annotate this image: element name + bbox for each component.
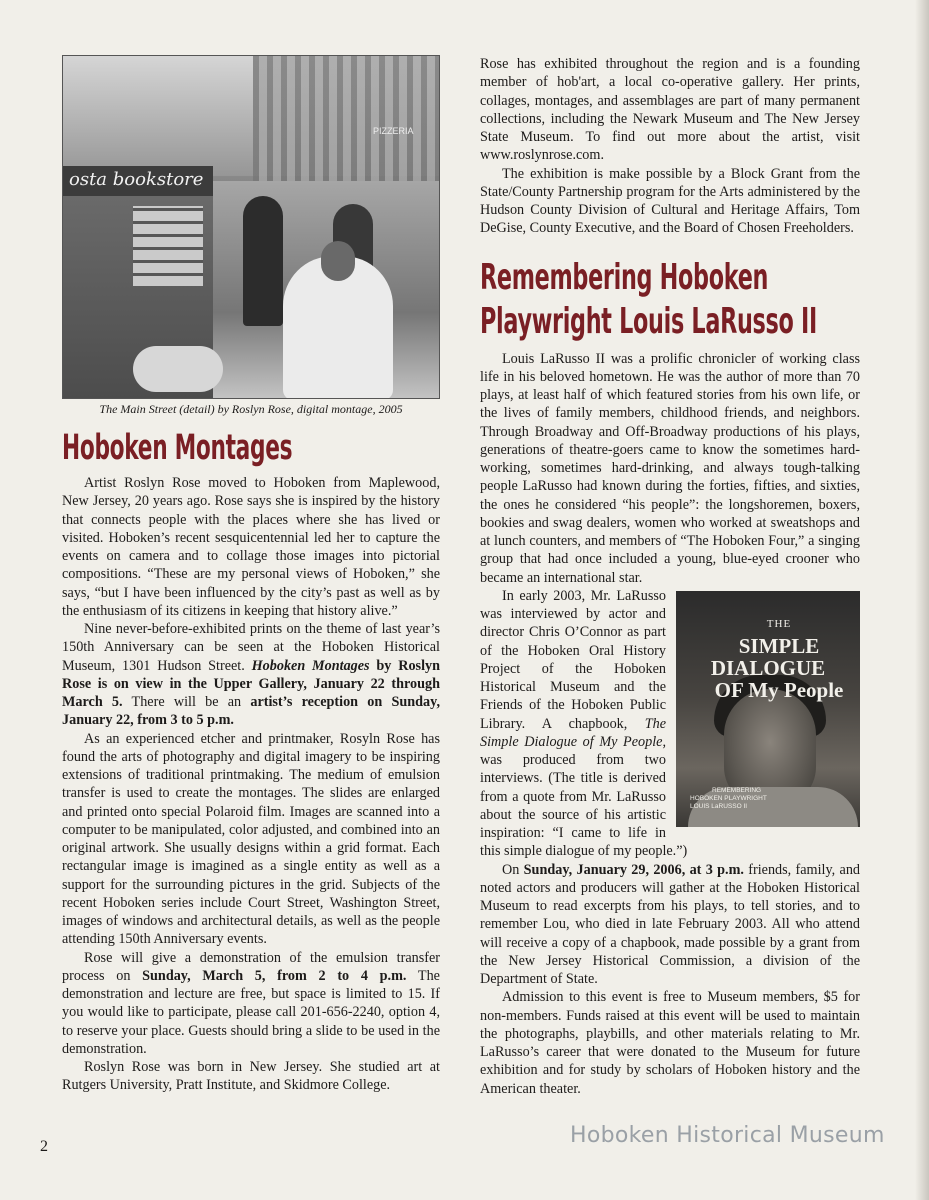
chapbook-title-people: OF My People	[714, 677, 844, 702]
paragraph	[62, 620, 440, 730]
paragraph	[480, 861, 860, 989]
photo-sign-bookstore: osta bookstore	[69, 169, 204, 190]
headline-remembering-larusso	[480, 256, 817, 344]
paragraph: Roslyn Rose was born in New Jersey. She studied art at Rutgers University, Pratt Institute, and Skidmore College.	[62, 1059, 440, 1094]
photo-cat	[133, 346, 223, 392]
chapbook-title-the: THE	[766, 617, 792, 630]
paragraph	[62, 949, 440, 1059]
text-span: Rose will give a demonstration of the emulsion transfer process on	[62, 949, 440, 984]
text-span: There will be an	[122, 694, 251, 710]
photo-sign-pizzeria: PIZZERIA	[373, 126, 414, 136]
page-edge-shadow	[915, 0, 929, 1200]
demonstration-date: Sunday, March 5, from 2 to 4 p.m.	[142, 967, 407, 984]
chapbook-subtitle: REMEMBERING HOBOKEN PLAYWRIGHT LOUIS LaRUSSO II	[690, 786, 767, 810]
photo-figure	[243, 196, 283, 326]
text-span: In early 2003, Mr. LaRusso was interviewed by actor and director Chris O’Connor as part of the Hoboken Oral History Project of the Hoboken Historical Museum and the Friends of the Hoboken Public Library. A chapbook,	[480, 587, 666, 732]
page-number: 2	[40, 1138, 48, 1155]
chapbook-title-main: SIMPLE DIALOGUE	[710, 633, 826, 680]
left-column	[62, 55, 440, 1095]
exhibit-title: Hoboken Montages	[251, 657, 370, 674]
chapbook-cover-image	[676, 591, 860, 827]
text-span: Nine never-before-exhibited prints on the theme of last year’s 150th Anniversary can be seen at the Hoboken Historical Museum, 1301 Hudson Street.	[62, 621, 440, 674]
chapbook-title	[676, 613, 860, 701]
watermark: Hoboken Historical Museum	[570, 1123, 885, 1148]
paragraph: Artist Roslyn Rose moved to Hoboken from Maplewood, New Jersey, 20 years ago. Rose says she is inspired by the history that connects people with the places where she has lived or visited. Hoboken’s recent sesquicentennial led her to capture the events on camera and to collage those images into pictorial compositions. “These are my personal views of Hoboken,” she says, “but I have been influenced by the city’s past as well as by the enthusiasm of its citizens in keeping that history alive.”	[62, 475, 440, 619]
chapbook-title-ref: The Simple Dialogue of My People,	[480, 715, 666, 750]
headline-line: Remembering Hoboken	[480, 256, 769, 298]
photo-girl-face	[321, 241, 355, 281]
headline-hoboken-montages: Hoboken Montages	[62, 428, 293, 468]
headline-line: Playwright Louis LaRusso II	[480, 300, 817, 342]
paragraph: The exhibition is make possible by a Block Grant from the State/County Partnership program for the Arts administered by the Hudson County Division of Cultural and Heritage Affairs, Tom DeGise, County Executive, and the Board of Chosen Freeholders.	[480, 165, 860, 237]
photo-windows	[133, 206, 203, 286]
text-span: was produced from two interviews. (The title is derived from a quote from Mr. LaRusso about the source of his artistic inspiration: “I came to life in this simple dialogue of my people.”)	[480, 752, 688, 860]
photo-caption: The Main Street (detail) by Roslyn Rose, digital montage, 2005	[99, 402, 403, 416]
right-column	[480, 55, 860, 1098]
text-span: On	[502, 861, 524, 878]
text-span: by Roslyn Rose is on view in the Upper Gallery, January 22 through March 5.	[62, 657, 440, 710]
montage-photo	[62, 55, 440, 399]
reception-info: artist’s reception on Sunday, January 22, from 3 to 5 p.m.	[62, 694, 440, 729]
paragraph	[480, 587, 860, 861]
paragraph: As an experienced etcher and printmaker, Rosyln Rose has found the arts of photography and digital imagery to be inspiring extensions of traditional printmaking. The medium of emulsion transfer is used to create the montages. The slides are enlarged and printed onto special Polaroid film. Images are scanned into a computer to be manipulated, color adjusted, and combined into an original artwork. She usually designs within a grid format. Each rectangular image is imagined as a single entity as well as a support for the surrounding pictures in the grid. Subjects of the recent Hoboken series include Court Street, Washington Street, images of windows and architectural details, as well as the people attending 150th Anniversary events.	[62, 730, 440, 948]
event-date: Sunday, January 29, 2006, at 3 p.m.	[523, 861, 744, 878]
photo-street-tile	[253, 56, 440, 181]
text-span: The demonstration and lecture are free, but space is limited to 15. If you would like to participate, please call 201-656-2240, option 4, to reserve your place. Guests should bring a slide to be used in the demonstration.	[62, 967, 440, 1057]
paragraph: Louis LaRusso II was a prolific chronicler of working class life in his beloved hometown. He was the author of more than 70 plays, at least half of which featured stories from his own life, or the lives of family members, childhood friends, and neighbors. Through Broadway and Off-Broadway productions of his plays, generations of theatre-goers came to know the sometimes hard-working, sometimes hard-drinking, and always tough-talking people LaRusso had known during the forties, fifties, and sixties, the ones he considered “his people”: the longshoremen, boxers, bookies and swag dealers, women who worked at sweatshops and at lunch counters, and members of “The Hoboken Four,” a singing group that had once included a young, blue-eyed crooner who became an international star.	[480, 350, 860, 586]
text-span: friends, family, and noted actors and producers will gather at the Hoboken Historical Museum to read excerpts from his plays, to tell stories, and to remember Lou, who died in late February 2003. All who attend will receive a copy of a chapbook, made possible by a grant from the New Jersey Historical Commission, a division of the Department of State.	[480, 861, 861, 987]
paragraph: Admission to this event is free to Museum members, $5 for non-members. Funds raised at this event will be used to maintain the photographs, playbills, and other materials relating to Mr. LaRusso’s career that were donated to the Museum for future exhibition and for study by scholars of Hoboken history and the American theater.	[480, 989, 860, 1097]
paragraph: Rose has exhibited throughout the region and is a founding member of hob'art, a local co-operative gallery. Her prints, collages, montages, and assemblages are part of many permanent collections, including the Newark Museum and The New Jersey State Museum. To find out more about the artist, visit www.roslynrose.com.	[480, 56, 860, 164]
